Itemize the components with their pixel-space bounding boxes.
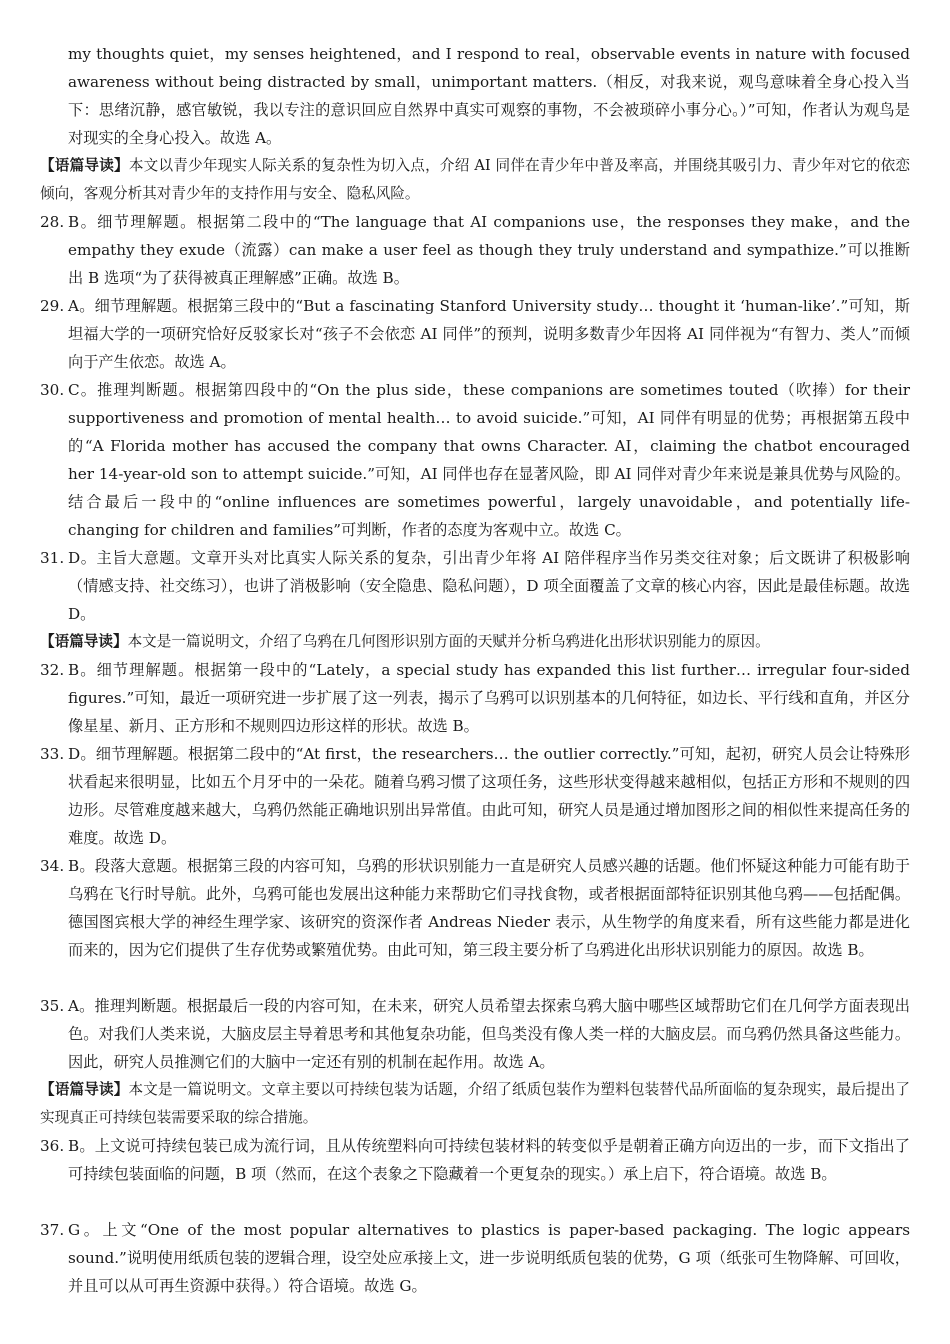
- item-number: 30.: [40, 381, 65, 399]
- answer-item-29: [40, 292, 910, 376]
- item-number: 35.: [40, 997, 65, 1015]
- item-number: 29.: [40, 297, 65, 315]
- answer-item-28: [40, 208, 910, 292]
- answer-item-35: [40, 992, 910, 1076]
- guide-label: 【语篇导读】: [40, 633, 128, 650]
- guide-label: 【语篇导读】: [40, 157, 129, 174]
- guide-label: 【语篇导读】: [40, 1081, 129, 1098]
- item-text: D。细节理解题。根据第二段中的“At first，the researchers… the outlier correctly.”可知，起初，研究人员会让特殊形状看起来很明显，比如五个月牙中的一朵花。随着乌鸦习惯了这项任务，这些形状变得越来越相似，包括正方形和不规则的四边形。尽管难度越来越大，乌鸦仍然能正确地识别出异常值。由此可知，研究人员是通过增加图形之间的相似性来提高任务的难度。故选 D。: [68, 745, 910, 847]
- item-text: A。细节理解题。根据第三段中的“But a fascinating Stanford University study… thought it ‘human-like’.”可知，斯坦福大学的一项研究恰好反驳家长对“孩子不会依恋 AI 同伴”的预判，说明多数青少年因将 AI 同伴视为“有智力、类人”而倾向于产生依恋。故选 A。: [68, 297, 910, 371]
- answer-item-31: [40, 544, 910, 628]
- reading-guide-1: [40, 152, 910, 208]
- guide-text: 本文是一篇说明文。文章主要以可持续包装为话题，介绍了纸质包装作为塑料包装替代品所面临的复杂现实，最后提出了实现真正可持续包装需要采取的综合措施。: [40, 1081, 910, 1126]
- answer-item-34: [40, 852, 910, 964]
- item-number: 31.: [40, 549, 65, 567]
- item-number: 36.: [40, 1137, 65, 1155]
- item-text: B。上文说可持续包装已成为流行词，且从传统塑料向可持续包装材料的转变似乎是朝着正确方向迈出的一步，而下文指出了可持续包装面临的问题，B 项（然而，在这个表象之下隐藏着一个更复杂的现实。）承上启下，符合语境。故选 B。: [68, 1137, 910, 1183]
- item-text: C。推理判断题。根据第四段中的“On the plus side，these companions are sometimes touted（吹捧）for their supportiveness and promotion of mental health… to avoid suicide.”可知，AI 同伴有明显的优势；再根据第五段中的“A Florida mother has accused the company that owns Character. AI，claiming the chatbot encouraged her 14-year-old son to attempt suicide.”可知，AI 同伴也存在显著风险，即 AI 同伴对青少年来说是兼具优势与风险的。结合最后一段中的“online influences are sometimes powerful，largely unavoidable，and potentially life-changing for children and families”可判断，作者的态度为客观中立。故选 C。: [68, 381, 910, 539]
- item-number: 28.: [40, 213, 65, 231]
- item-number: 37.: [40, 1221, 65, 1239]
- intro-paragraph: my thoughts quiet，my senses heightened，and I respond to real，observable events in nature with focused awareness without being distracted by small，unimportant matters.（相反，对我来说，观鸟意味着全身心投入当下：思绪沉静，感官敏锐，我以专注的意识回应自然界中真实可观察的事物，不会被琐碎小事分心。）”可知，作者认为观鸟是对现实的全身心投入。故选 A。: [68, 45, 910, 147]
- item-text: B。细节理解题。根据第二段中的“The language that AI companions use，the responses they make，and the empathy they exude（流露）can make a user feel as though they truly understand and sympathize.”可以推断出 B 选项“为了获得被真正理解感”正确。故选 B。: [68, 213, 910, 287]
- item-number: 34.: [40, 857, 65, 875]
- item-text: B。段落大意题。根据第三段的内容可知，乌鸦的形状识别能力一直是研究人员感兴趣的话题。他们怀疑这种能力可能有助于乌鸦在飞行时导航。此外，乌鸦可能也发展出这种能力来帮助它们寻找食物，或者根据面部特征识别其他乌鸦——包括配偶。德国图宾根大学的神经生理学家、该研究的资深作者 Andreas Nieder 表示，从生物学的角度来看，所有这些能力都是进化而来的，因为它们提供了生存优势或繁殖优势。由此可知，第三段主要分析了乌鸦进化出形状识别能力的原因。故选 B。: [68, 857, 910, 959]
- answer-item-30: [40, 376, 910, 544]
- item-number: 32.: [40, 661, 65, 679]
- answer-item-37: [40, 1216, 910, 1300]
- item-text: G。上文“One of the most popular alternatives to plastics is paper-based packaging. The logic appears sound.”说明使用纸质包装的逻辑合理，设空处应承接上文，进一步说明纸质包装的优势，G 项（纸张可生物降解、可回收，并且可以从可再生资源中获得。）符合语境。故选 G。: [68, 1221, 910, 1295]
- item-number: 33.: [40, 745, 65, 763]
- item-text: D。主旨大意题。文章开头对比真实人际关系的复杂，引出青少年将 AI 陪伴程序当作另类交往对象；后文既讲了积极影响（情感支持、社交练习），也讲了消极影响（安全隐患、隐私问题），D 项全面覆盖了文章的核心内容，因此是最佳标题。故选 D。: [68, 549, 910, 623]
- guide-text: 本文以青少年现实人际关系的复杂性为切入点，介绍 AI 同伴在青少年中普及率高，并围绕其吸引力、青少年对它的依恋倾向，客观分析其对青少年的支持作用与安全、隐私风险。: [40, 157, 910, 202]
- item-text: A。推理判断题。根据最后一段的内容可知，在未来，研究人员希望去探索乌鸦大脑中哪些区域帮助它们在几何学方面表现出色。对我们人类来说，大脑皮层主导着思考和其他复杂功能，但鸟类没有像人类一样的大脑皮层。而乌鸦仍然具备这些能力。因此，研究人员推测它们的大脑中一定还有别的机制在起作用。故选 A。: [68, 997, 910, 1071]
- guide-text: 本文是一篇说明文，介绍了乌鸦在几何图形识别方面的天赋并分析乌鸦进化出形状识别能力的原因。: [127, 633, 770, 650]
- reading-guide-2: [40, 628, 910, 656]
- answer-item-36: [40, 1132, 910, 1188]
- reading-guide-3: [40, 1076, 910, 1132]
- answer-item-33: [40, 740, 910, 852]
- answer-item-32: [40, 656, 910, 740]
- item-text: B。细节理解题。根据第一段中的“Lately，a special study has expanded this list further… irregular four-sided figures.”可知，最近一项研究进一步扩展了这一列表，揭示了乌鸦可以识别基本的几何特征，如边长、平行线和直角，并区分像星星、新月、正方形和不规则四边形这样的形状。故选 B。: [68, 661, 910, 735]
